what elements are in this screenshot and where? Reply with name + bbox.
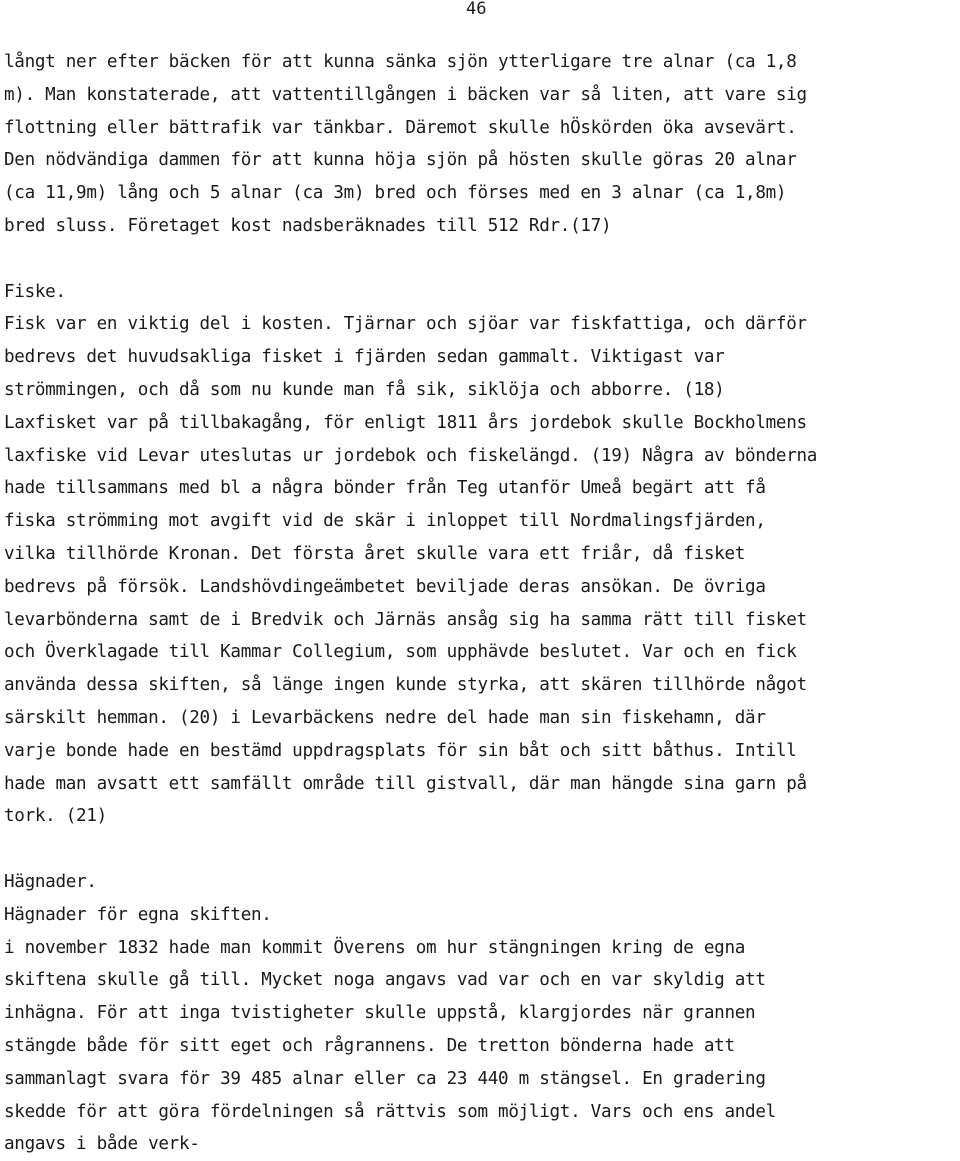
text-line: (ca 11,9m) lång och 5 alnar (ca 3m) bred och förses med en 3 alnar (ca 1,8m) <box>4 183 787 204</box>
section-hagnader <box>4 866 956 1161</box>
text-line: sammanlagt svara för 39 485 alnar eller ca 23 440 m stängsel. En gradering <box>4 1068 766 1089</box>
intro-paragraph <box>4 46 956 243</box>
text-line: och Överklagade till Kammar Collegium, som upphävde beslutet. Var och en fick <box>4 642 797 663</box>
text-line: stängde både för sitt eget och rågrannens. De tretton bönderna hade att <box>4 1035 735 1056</box>
text-line: skiftena skulle gå till. Mycket noga angavs vad var och en var skyldig att <box>4 970 766 991</box>
text-line: inhägna. För att inga tvistigheter skulle uppstå, klargjordes när grannen <box>4 1003 756 1024</box>
text-line: bedrevs det huvudsakliga fisket i fjärden sedan gammalt. Viktigast var <box>4 347 725 368</box>
text-line: Fisk var en viktig del i kosten. Tjärnar och sjöar var fiskfattiga, och därför <box>4 314 807 335</box>
text-line: tork. (21) <box>4 806 107 827</box>
section-fiske <box>4 276 956 834</box>
section-heading-fiske: Fiske. <box>4 281 66 302</box>
text-line: Den nödvändiga dammen för att kunna höja sjön på hösten skulle göras 20 alnar <box>4 150 797 171</box>
text-line: använda dessa skiften, så länge ingen kunde styrka, att skären tillhörde något <box>4 675 807 696</box>
text-line: långt ner efter bäcken för att kunna sänka sjön ytterligare tre alnar (ca 1,8 <box>4 52 797 72</box>
text-line: skedde för att göra fördelningen så rättvis som möjligt. Vars och ens andel <box>4 1101 776 1122</box>
text-line: angavs i både verk- <box>4 1134 200 1155</box>
blank-line <box>4 833 956 866</box>
section-heading-hagnader: Hägnader. <box>4 871 97 892</box>
text-line: vilka tillhörde Kronan. Det första året skulle vara ett friår, då fisket <box>4 543 746 564</box>
text-line: fiska strömming mot avgift vid de skär i inloppet till Nordmalingsfjärden, <box>4 511 766 532</box>
text-line: bedrevs på försök. Landshövdingeämbetet beviljade deras ansökan. De övriga <box>4 576 766 597</box>
text-line: hade tillsammans med bl a några bönder från Teg utanför Umeå begärt att få <box>4 478 766 499</box>
text-line: hade man avsatt ett samfällt område till gistvall, där man hängde sina garn på <box>4 773 807 794</box>
section-subheading: Hägnader för egna skiften. <box>4 904 272 925</box>
text-line: varje bonde hade en bestämd uppdragsplats för sin båt och sitt båthus. Intill <box>4 740 797 761</box>
document-body <box>4 46 956 1161</box>
text-line: bred sluss. Företaget kost nadsberäknades till 512 Rdr.(17) <box>4 215 612 236</box>
text-line: strömmingen, och då som nu kunde man få sik, siklöja och abborre. (18) <box>4 379 725 400</box>
blank-line <box>4 243 956 276</box>
text-line: m). Man konstaterade, att vattentillgången i bäcken var så liten, att vare sig <box>4 84 807 105</box>
text-line: levarbönderna samt de i Bredvik och Järnäs ansåg sig ha samma rätt till fisket <box>4 609 807 630</box>
text-line: flottning eller bättrafik var tänkbar. Däremot skulle hÖskörden öka avsevärt. <box>4 117 797 138</box>
text-line: i november 1832 hade man kommit Överens om hur stängningen kring de egna <box>4 937 746 958</box>
text-line: laxfiske vid Levar uteslutas ur jordebok och fiskelängd. (19) Några av bönderna <box>4 445 818 466</box>
page-number: 46 <box>466 0 487 19</box>
text-line: Laxfisket var på tillbakagång, för enligt 1811 års jordebok skulle Bockholmens <box>4 412 807 433</box>
text-line: särskilt hemman. (20) i Levarbäckens nedre del hade man sin fiskehamn, där <box>4 707 766 728</box>
